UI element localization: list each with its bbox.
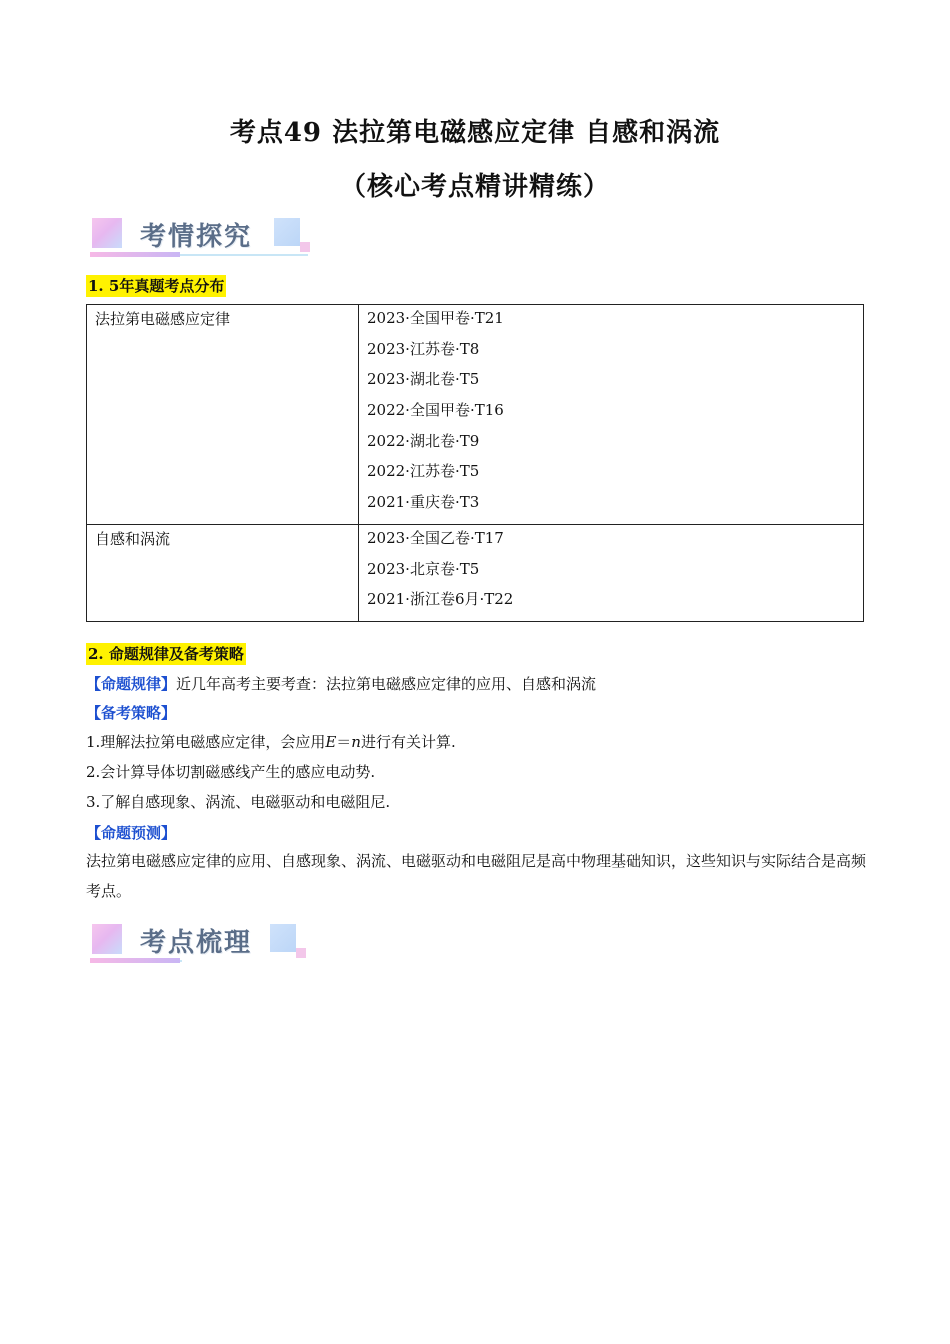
section-heading-strategy: 2. 命题规律及备考策略	[88, 645, 244, 663]
banner-label: 考点梳理	[140, 928, 253, 958]
rule-line	[86, 673, 864, 695]
formula-e: E	[325, 733, 337, 751]
strategy-tag: 【备考策略】	[86, 704, 177, 722]
rule-text: 近几年高考主要考查：法拉第电磁感应定律的应用、自感和涡流	[176, 675, 597, 693]
section-banner-exam-analysis	[90, 216, 312, 262]
forecast-tag-line	[86, 822, 864, 844]
entries-cell	[359, 524, 864, 621]
rule-tag: 【命题规律】	[86, 675, 177, 693]
page-subtitle: （核心考点精讲精练）	[339, 172, 610, 202]
strategy-1-prefix: 1.理解法拉第电磁感应定律，会应用	[86, 733, 326, 751]
entries-cell	[359, 305, 864, 525]
exam-entry: 2023·江苏卷·T8	[367, 339, 480, 358]
exam-entry: 2023·全国乙卷·T17	[367, 528, 504, 547]
exam-entry: 2023·全国甲卷·T21	[367, 309, 504, 327]
exam-entry: 2022·湖北卷·T9	[367, 431, 480, 450]
exam-entry: 2023·北京卷·T5	[367, 559, 480, 578]
exam-entry: 2023·湖北卷·T5	[367, 370, 480, 389]
table-row	[87, 305, 864, 525]
section-banner-knowledge	[90, 922, 312, 968]
exam-entry: 2022·全国甲卷·T16	[367, 401, 504, 420]
exam-entry: 2021·浙江卷6月·T22	[367, 590, 514, 609]
banner-decor-square	[270, 924, 296, 952]
strategy-item-3: 3.了解自感现象、涡流、电磁驱动和电磁阻尼.	[86, 793, 391, 811]
banner-decor-square	[300, 242, 310, 252]
exam-distribution-table	[86, 304, 864, 622]
forecast-text: 法拉第电磁感应定律的应用、自感现象、涡流、电磁驱动和电磁阻尼是高中物理基础知识，这些知识与实际结合是高频考点。	[86, 852, 867, 900]
banner-decor-square	[274, 218, 300, 246]
topic-cell: 自感和涡流	[87, 524, 359, 621]
strategy-1-suffix: 进行有关计算.	[360, 733, 456, 751]
banner-decor-square	[92, 218, 122, 248]
formula-n: n	[351, 733, 361, 751]
strategy-tag-line	[86, 702, 864, 724]
banner-label: 考情探究	[140, 222, 253, 252]
exam-entry: 2021·重庆卷·T3	[367, 493, 480, 512]
banner-decor-square	[92, 924, 122, 954]
section-heading-distribution: 1. 5年真题考点分布	[88, 277, 225, 295]
forecast-tag: 【命题预测】	[86, 824, 177, 842]
strategy-item-1	[86, 731, 864, 753]
topic-cell: 法拉第电磁感应定律	[87, 305, 359, 525]
page-title: 考点49 法拉第电磁感应定律 自感和涡流	[229, 118, 721, 148]
formula-equals: ＝	[336, 733, 352, 751]
exam-entry: 2022·江苏卷·T5	[367, 462, 480, 481]
table-row	[87, 524, 864, 621]
strategy-item-2: 2.会计算导体切割磁感线产生的感应电动势.	[86, 763, 376, 781]
banner-decor-square	[296, 948, 306, 958]
